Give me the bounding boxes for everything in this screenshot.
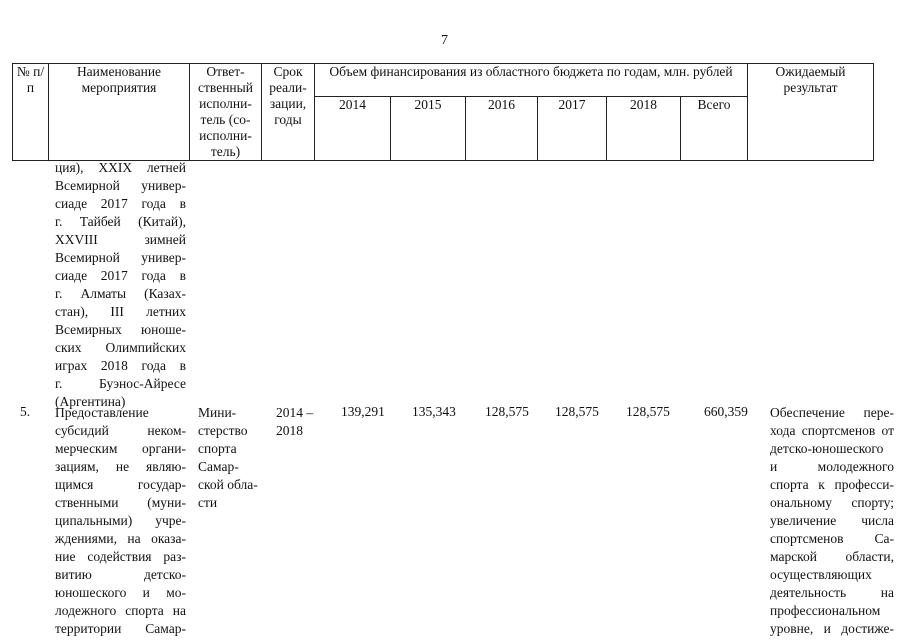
line: сиаде 2017 года в (55, 196, 186, 211)
line: осуществляющих (770, 567, 872, 582)
line: Предоставление (55, 405, 149, 420)
line: г. Тайбей (Китай), (55, 214, 186, 229)
line: ция), XXIX летней (55, 160, 186, 175)
line: лодежного спорта на (55, 603, 186, 618)
line: спорта к професси- (770, 477, 894, 492)
header-year-2015: 2015 (391, 97, 466, 161)
header-number: № п/п (13, 64, 49, 161)
header-year-total: Всего (681, 97, 748, 161)
line: ских Олимпийских (55, 340, 186, 355)
continued-name-column (55, 159, 186, 411)
line: играх 2018 года в (55, 358, 186, 373)
header-responsible: Ответ-ственный исполни-тель (со-исполни-тель) (190, 64, 262, 161)
line: г. Буэнос-Айресе (55, 376, 186, 391)
line: ние содействия раз- (55, 549, 186, 564)
header-term: Срок реали-зации, годы (262, 64, 315, 161)
line: детско-юношеского (770, 441, 884, 456)
row-result-column (770, 404, 894, 638)
line: мерческим органи- (55, 441, 186, 456)
line: стерство (198, 423, 248, 438)
header-year-2017: 2017 (538, 97, 607, 161)
line: деятельность на (770, 585, 894, 600)
line: щимся государ- (55, 477, 186, 492)
line: ской обла- (198, 477, 258, 492)
header-financing: Объем финансирования из областного бюджета по годам, млн. рублей (315, 64, 748, 97)
line: профессиональном (770, 603, 881, 618)
line: Самар- (198, 459, 239, 474)
line: увеличение числа (770, 513, 894, 528)
table-header (12, 63, 874, 161)
line: Всемирной универ- (55, 178, 186, 193)
line: спорта (198, 441, 237, 456)
line: витию детско- (55, 567, 186, 582)
line: Всемирной универ- (55, 250, 186, 265)
line: марской области, (770, 549, 894, 564)
line: ственными (муни- (55, 495, 186, 510)
row-responsible-column (198, 404, 266, 512)
line: сиаде 2017 года в (55, 268, 186, 283)
line: спортсменов Са- (770, 531, 894, 546)
line: Мини- (198, 405, 237, 420)
line: (Аргентина) (55, 394, 126, 409)
header-year-2018: 2018 (607, 97, 681, 161)
row-name-column (55, 404, 186, 638)
line: зациям, не являю- (55, 459, 186, 474)
line: Обеспечение пере- (770, 405, 894, 420)
header-result: Ожидаемый результат (748, 64, 874, 161)
value-2016: 128,575 (485, 404, 529, 419)
line: хода спортсменов от (770, 423, 894, 438)
row-number: 5. (20, 404, 31, 419)
line: субсидий неком- (55, 423, 186, 438)
value-2014: 139,291 (341, 404, 385, 419)
line: XXVIII зимней (55, 232, 186, 247)
line: ональному спорту; (770, 495, 894, 510)
row-term-column (276, 404, 324, 440)
value-total: 660,359 (704, 404, 748, 419)
line: г. Алматы (Казах- (55, 286, 186, 301)
line: уровне, и достиже- (770, 621, 894, 636)
line: сти (198, 495, 218, 510)
page-number: 7 (441, 33, 448, 48)
value-2018: 128,575 (626, 404, 670, 419)
value-2017: 128,575 (555, 404, 599, 419)
header-year-2014: 2014 (315, 97, 391, 161)
line: 2018 (276, 423, 303, 438)
line: юношеского и мо- (55, 585, 186, 600)
header-year-2016: 2016 (466, 97, 538, 161)
line: стан), III летних (55, 304, 186, 319)
line: и молодежного (770, 459, 894, 474)
line: территории Самар- (55, 621, 186, 636)
line: ципальными) учре- (55, 513, 186, 528)
line: ждениями, на оказа- (55, 531, 186, 546)
value-2015: 135,343 (412, 404, 456, 419)
header-name: Наименование мероприятия (49, 64, 190, 161)
line: Всемирных юноше- (55, 322, 186, 337)
line: 2014 – (276, 405, 314, 420)
